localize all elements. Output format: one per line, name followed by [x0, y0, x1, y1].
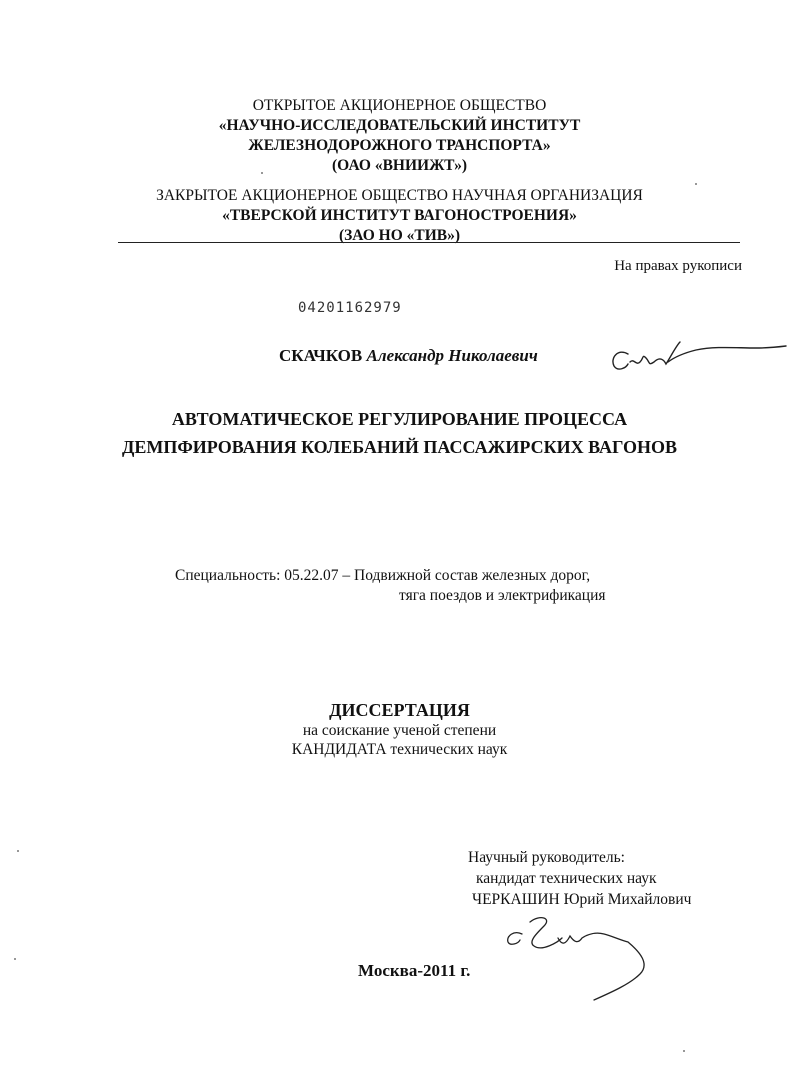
title-line2: ДЕМПФИРОВАНИЯ КОЛЕБАНИЙ ПАССАЖИРСКИХ ВАГОНОВ	[121, 437, 678, 457]
org1-line4: (ОАО «ВНИИЖТ»)	[332, 157, 467, 174]
org2-line3: (ЗАО НО «ТИВ»)	[338, 227, 461, 244]
dissertation-line2: КАНДИДАТА технических наук	[291, 741, 508, 758]
org1-line3: ЖЕЛЕЗНОДОРОЖНОГО ТРАНСПОРТА»	[248, 137, 551, 154]
rights-note: На правах рукописи	[614, 258, 742, 274]
supervisor-name: ЧЕРКАШИН Юрий Михайлович	[472, 891, 692, 908]
scan-speck	[17, 850, 19, 852]
org1-line1: ОТКРЫТОЕ АКЦИОНЕРНОЕ ОБЩЕСТВО	[252, 97, 547, 114]
scan-speck	[14, 958, 16, 960]
author-name	[279, 346, 538, 366]
catalog-code: 04201162979	[298, 300, 402, 316]
dissertation-heading: ДИССЕРТАЦИЯ	[329, 700, 470, 720]
title-line1: АВТОМАТИЧЕСКОЕ РЕГУЛИРОВАНИЕ ПРОЦЕССА	[171, 409, 628, 429]
city-year: Москва-2011 г.	[358, 961, 471, 980]
org2-line1: ЗАКРЫТОЕ АКЦИОНЕРНОЕ ОБЩЕСТВО НАУЧНАЯ ОРГАНИЗАЦИЯ	[156, 187, 643, 204]
org1-block	[0, 96, 799, 176]
author-signature	[606, 332, 788, 382]
specialty-line2: тяга поездов и электрификация	[399, 587, 606, 604]
org2-block	[0, 186, 799, 246]
scan-speck	[695, 183, 697, 185]
supervisor-block	[468, 847, 691, 910]
supervisor-degree: кандидат технических наук	[476, 870, 657, 887]
author-given-names: Александр Николаевич	[366, 346, 538, 365]
org1-line2: «НАУЧНО-ИССЛЕДОВАТЕЛЬСКИЙ ИНСТИТУТ	[218, 117, 581, 134]
supervisor-signature	[500, 912, 660, 1004]
org2-line2: «ТВЕРСКОЙ ИНСТИТУТ ВАГОНОСТРОЕНИЯ»	[222, 207, 577, 224]
header-divider	[118, 242, 740, 243]
dissertation-line1: на соискание ученой степени	[302, 722, 497, 739]
author-surname: СКАЧКОВ	[279, 346, 363, 365]
scan-speck	[683, 1050, 685, 1052]
specialty-line1: Специальность: 05.22.07 – Подвижной состав железных дорог,	[175, 567, 591, 584]
thesis-title	[0, 405, 799, 461]
supervisor-label: Научный руководитель:	[468, 849, 625, 866]
scan-speck	[261, 172, 263, 174]
dissertation-block	[0, 700, 799, 759]
